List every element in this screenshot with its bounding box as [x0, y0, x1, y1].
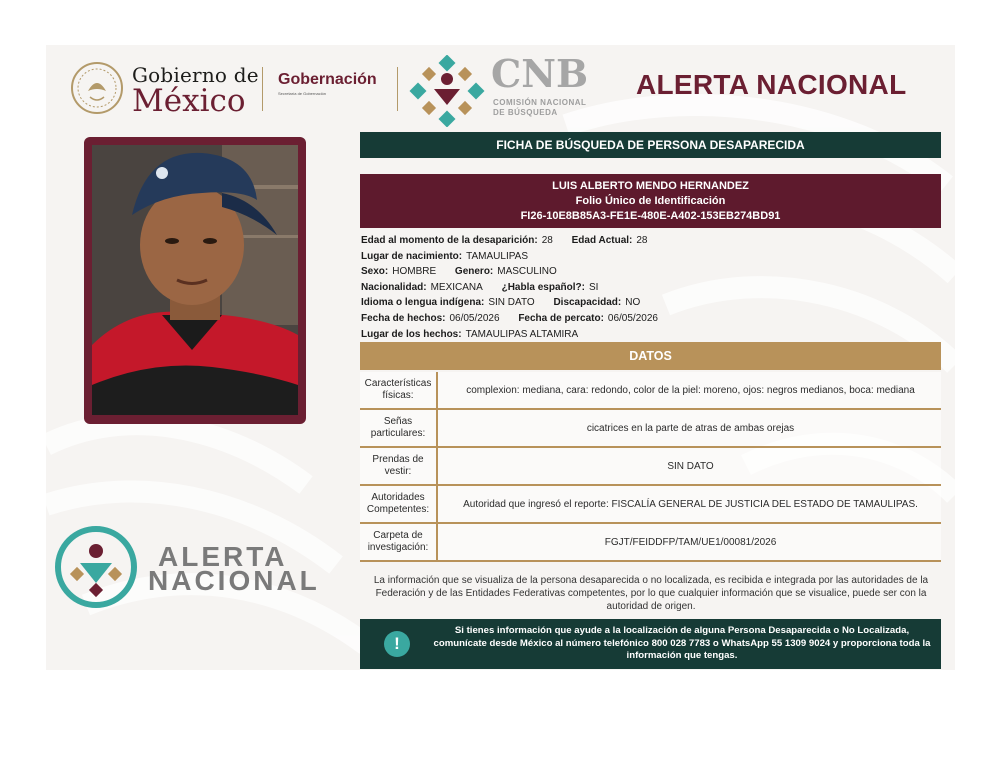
lugar-nac-label: Lugar de nacimiento: [361, 250, 463, 262]
alert-sheet [46, 45, 955, 670]
sexo-label: Sexo: [361, 266, 389, 278]
row-value: cicatrices en la parte de atras de ambas orejas [586, 422, 795, 434]
edad-actual-value: 28 [636, 235, 648, 246]
person-photo [92, 145, 298, 415]
gobierno-line1: Gobierno de [132, 63, 259, 87]
lugar-nac-value: TAMAULIPAS [466, 250, 528, 262]
row-label: Señas particulares: [360, 410, 438, 446]
info-row [361, 264, 941, 280]
gobierno-line2: México [132, 83, 246, 119]
table-row [360, 524, 941, 562]
person-info [361, 233, 941, 342]
person-portrait-image [92, 145, 298, 415]
datos-title-bar: DATOS [360, 342, 941, 370]
national-seal-icon [70, 61, 124, 115]
genero-value: MASCULINO [497, 266, 557, 278]
info-row [361, 280, 941, 296]
espanol-label: ¿Habla español?: [501, 281, 585, 293]
datos-table [360, 372, 941, 562]
row-value: complexion: mediana, cara: redondo, color de la piel: moreno, ojos: negros medianos, boca: mediana [466, 384, 915, 396]
sexo-value: HOMBRE [392, 266, 437, 278]
row-label: Autoridades Competentes: [360, 486, 438, 522]
table-row [360, 486, 941, 524]
idioma-label: Idioma o lengua indígena: [361, 297, 485, 309]
alerta-nacional-title: ALERTA NACIONAL [636, 69, 907, 100]
discapacidad-value: NO [625, 297, 641, 309]
table-row [360, 448, 941, 486]
alerta-logo-line1: ALERTA [158, 541, 288, 572]
row-label: Prendas de vestir: [360, 448, 438, 484]
disclaimer-text: La información que se visualiza de la persona desaparecida o no localizada, es recibida e integrada por las autoridades de la Federación y de las Entidades Federativas competentes, por lo que cualquier información que se visualice, puede ser con la autoridad de origen. [373, 575, 929, 612]
espanol-value: SI [588, 281, 599, 293]
table-row [360, 410, 941, 448]
info-row [361, 295, 941, 311]
person-name: LUIS ALBERTO MENDO HERNANDEZ [552, 180, 749, 192]
gobernacion-logo-text: Gobernación [278, 71, 377, 88]
fecha-hechos-value: 06/05/2026 [449, 312, 500, 324]
cnb-subtitle-2: DE BÚSQUEDA [493, 108, 558, 117]
info-row [361, 249, 941, 265]
row-label: Carpeta de investigación: [360, 524, 438, 560]
nacionalidad-label: Nacionalidad: [361, 281, 427, 293]
ficha-title-bar: FICHA DE BÚSQUEDA DE PERSONA DESAPARECIDA [360, 132, 941, 158]
row-value: SIN DATO [667, 460, 714, 472]
idioma-value: SIN DATO [488, 297, 535, 309]
discapacidad-label: Discapacidad: [553, 297, 622, 309]
row-value: FGJT/FEIDDFP/TAM/UE1/00081/2026 [604, 536, 777, 548]
genero-label: Genero: [454, 266, 494, 278]
exclamation-icon: ! [384, 631, 410, 657]
gobierno-de-mexico-logo [70, 57, 260, 117]
row-label: Características físicas: [360, 372, 438, 408]
row-value: Autoridad que ingresó el reporte: FISCALÍA GENERAL DE JUSTICIA DEL ESTADO DE TAMAULIPAS. [463, 498, 918, 510]
lugar-hechos-label: Lugar de los hechos: [361, 328, 462, 340]
header-divider [262, 67, 263, 111]
folio-label: Folio Único de Identificación [575, 195, 726, 207]
contact-bar [360, 619, 941, 669]
person-name-bar [360, 174, 941, 228]
contact-text: Si tienes información que ayude a la localización de alguna Persona Desaparecida o No Localizada, comunícate desde México al número telefónico 800 028 7783 o WhatsApp 55 1309 9024 y proporciona toda la información que tengas. [433, 625, 931, 661]
edad-actual-label: Edad Actual: [571, 235, 633, 246]
lugar-hechos-value: TAMAULIPAS ALTAMIRA [465, 328, 579, 340]
info-row [361, 327, 941, 343]
edad-desap-label: Edad al momento de la desaparición: [361, 235, 538, 246]
table-row [360, 372, 941, 410]
fecha-hechos-label: Fecha de hechos: [361, 312, 446, 324]
fecha-percato-value: 06/05/2026 [607, 312, 658, 324]
info-row [361, 233, 941, 249]
header [46, 45, 955, 133]
alerta-logo-line2: NACIONAL [148, 565, 320, 596]
cnb-emblem-icon [408, 55, 486, 127]
nacionalidad-value: MEXICANA [430, 281, 483, 293]
gobernacion-subtitle: Secretaría de Gobernación [278, 91, 327, 96]
header-divider [397, 67, 398, 111]
cnb-subtitle-1: COMISIÓN NACIONAL [493, 98, 587, 107]
cnb-logo-text: CNB [491, 51, 589, 96]
alerta-nacional-emblem-icon [54, 525, 138, 609]
folio-value: FI26-10E8B85A3-FE1E-480E-A402-153EB274BD91 [520, 210, 781, 222]
edad-desap-value: 28 [541, 235, 553, 246]
info-row [361, 311, 941, 327]
fecha-percato-label: Fecha de percato: [518, 312, 604, 324]
